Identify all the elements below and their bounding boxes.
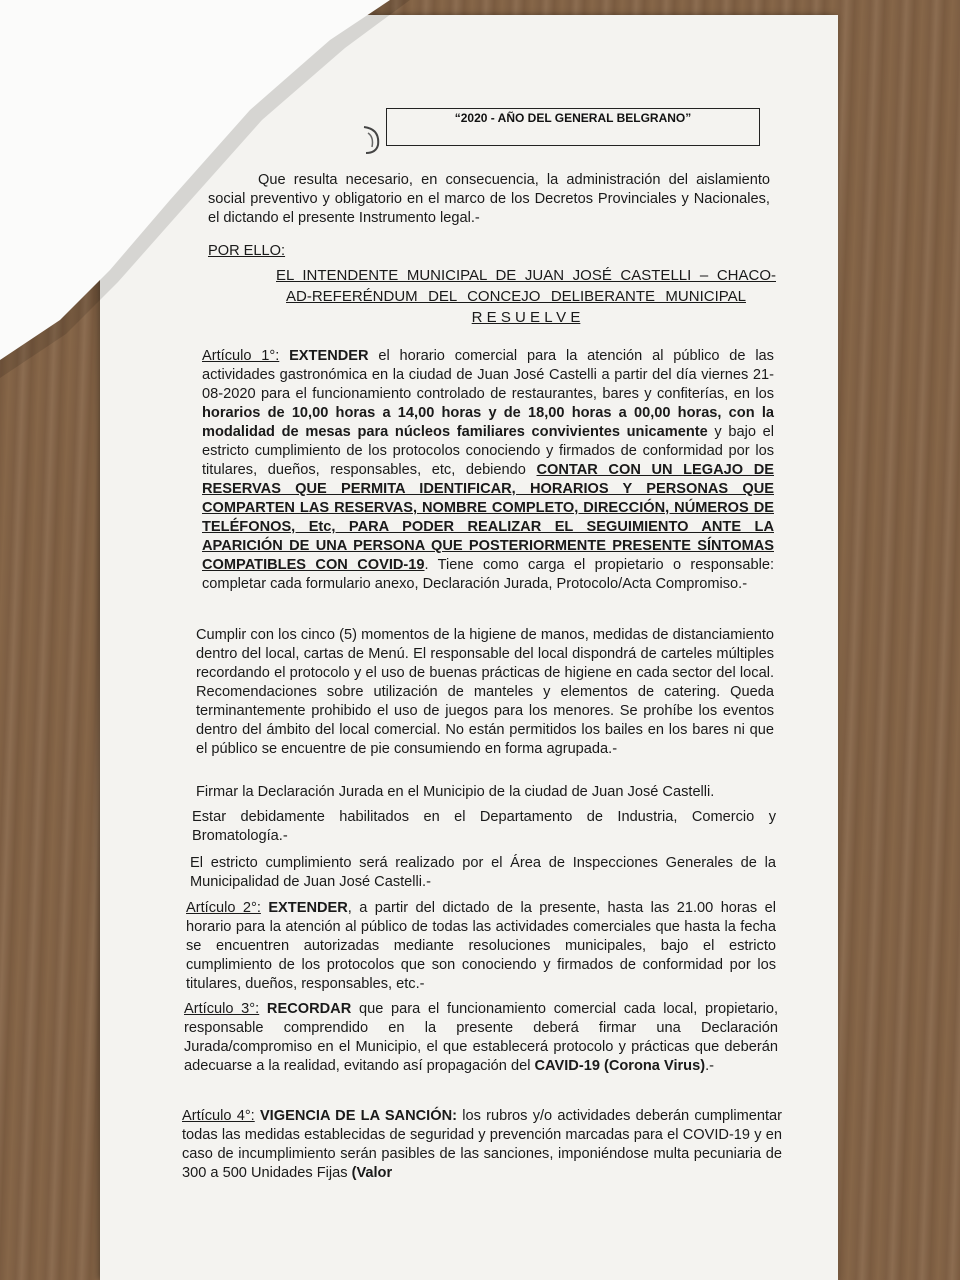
article-3-text: que para el funcionamiento comercial cada local, propietario, responsable comprendido en la presente deberá firmar una Declaración Jurada/compromiso en el Municipio, el que establecerá protocolo y prácticas que deberán adecuarse a la realidad, evitando así propagación del (184, 1001, 778, 1074)
article-3-label: Artículo 3°: (184, 1001, 260, 1017)
article-4-text: los rubros y/o actividades deberán cumplimentar todas las medidas establecidas de seguridad y prevención marcadas para el COVID-19 y en caso de incumplimiento serán pasibles de las sanciones, imponiéndose multa pecuniaria de 300 a 500 Unidades Fijas (182, 1108, 782, 1181)
article-3-verb: RECORDAR (266, 1001, 352, 1017)
article-2-text: , a partir del dictado de la presente, hasta las 21.00 horas el horario para la atención al público de todas las actividades comerciales que hasta la fecha se encuentren autorizadas mediante resoluciones municipales, bajo el estricto cumplimiento de los protocolos que son conociendo y firmados de conformidad por los titulares, dueños, responsables, etc.- (186, 900, 776, 992)
article-4-verb: VIGENCIA DE LA SANCIÓN: (259, 1108, 457, 1124)
article-4-label: Artículo 4°: (182, 1108, 255, 1124)
title-line-3: R E S U E L V E (471, 309, 581, 326)
article-4 (182, 1107, 782, 1183)
article-1-declaration-paragraph: Firmar la Declaración Jurada en el Municipio de la ciudad de Juan José Castelli. (196, 784, 715, 800)
article-4-bold-end: (Valor (351, 1165, 393, 1181)
article-1-text-a: el horario comercial para la atención al público de las actividades gastronómica en la ciudad de Juan José Castelli a partir del día viernes 21-08-2020 para el funcionamiento controlado de restaurantes, bares y confiterías, en los (202, 348, 774, 402)
article-1-inspection-paragraph: El estricto cumplimiento será realizado por el Área de Inspecciones Generales de la Municipalidad de Juan José Castelli.- (190, 855, 776, 890)
title-line-2: AD-REFERÉNDUM DEL CONCEJO DELIBERANTE MUNICIPAL (286, 288, 746, 305)
article-1-label: Artículo 1°: (202, 348, 280, 364)
intro-text: Que resulta necesario, en consecuencia, la administración del aislamiento social preventivo y obligatorio en el marco de los Decretos Provinciales y Nacionales, el dictando el presente Instrumento legal.- (208, 172, 770, 226)
article-1-hygiene-paragraph: Cumplir con los cinco (5) momentos de la higiene de manos, medidas de distanciamiento dentro del local, cartas de Menú. El responsable del local dispondrá de carteles múltiples recordando el protocolo y el uso de buenas prácticas de higiene en cada sector del local. Recomendaciones sobre utilización de manteles y elementos de catering. Queda terminantemente prohibido el uso de juegos para los menores. Se prohíbe los eventos dentro del ámbito del local comercial. No están permitidos los bailes en los bares ni que el público se encuentre de pie consumiendo en forma agrupada.- (196, 627, 774, 757)
resolution-title (276, 265, 776, 328)
article-3-bold-end: CAVID-19 (Corona Virus) (534, 1058, 706, 1074)
article-2-label: Artículo 2°: (186, 900, 261, 916)
article-1-verb: EXTENDER (289, 348, 369, 364)
document-page (100, 15, 838, 1280)
article-1-reservation-requirement: CONTAR CON UN LEGAJO DE RESERVAS QUE PERMITA IDENTIFICAR, HORARIOS Y PERSONAS QUE COMPARTEN LAS RESERVAS, NOMBRE COMPLETO, DIRECCIÓN, NÚMEROS DE TELÉFONOS, Etc, PARA PODER REALIZAR EL SEGUIMIENTO ANTE LA APARICIÓN DE UNA PERSONA QUE POSTERIORMENTE PRESENTE SÍNTOMAS COMPATIBLES CON COVID-19 (202, 462, 774, 573)
intro-paragraph (208, 171, 770, 228)
por-ello: POR ELLO: (208, 243, 286, 259)
article-1-text-c: . Tiene como carga el propietario o responsable: completar cada formulario anexo, Declaración Jurada, Protocolo/Acta Compromiso.- (202, 557, 774, 592)
article-3-end: .- (705, 1058, 714, 1074)
article-1-bold-schedule: horarios de 10,00 horas a 14,00 horas y de 18,00 horas a 00,00 horas, con la modalidad de mesas para núcleos familiares convivientes unicamente (202, 405, 774, 440)
article-1-enabled-paragraph: Estar debidamente habilitados en el Departamento de Industria, Comercio y Bromatología.- (192, 809, 776, 844)
article-1-text-b: y bajo el estricto cumplimiento de los protocolos conociendo y firmados de conformidad por los titulares, dueños, responsables, etc, debiendo (202, 424, 774, 478)
article-3 (184, 1000, 778, 1076)
title-line-1: EL INTENDENTE MUNICIPAL DE JUAN JOSÉ CASTELLI – CHACO- (276, 267, 776, 284)
article-2-verb: EXTENDER (268, 900, 348, 916)
year-banner: “2020 - AÑO DEL GENERAL BELGRANO” (454, 111, 692, 125)
article-1 (202, 347, 774, 594)
article-2 (186, 899, 776, 994)
year-banner-box (386, 108, 760, 146)
